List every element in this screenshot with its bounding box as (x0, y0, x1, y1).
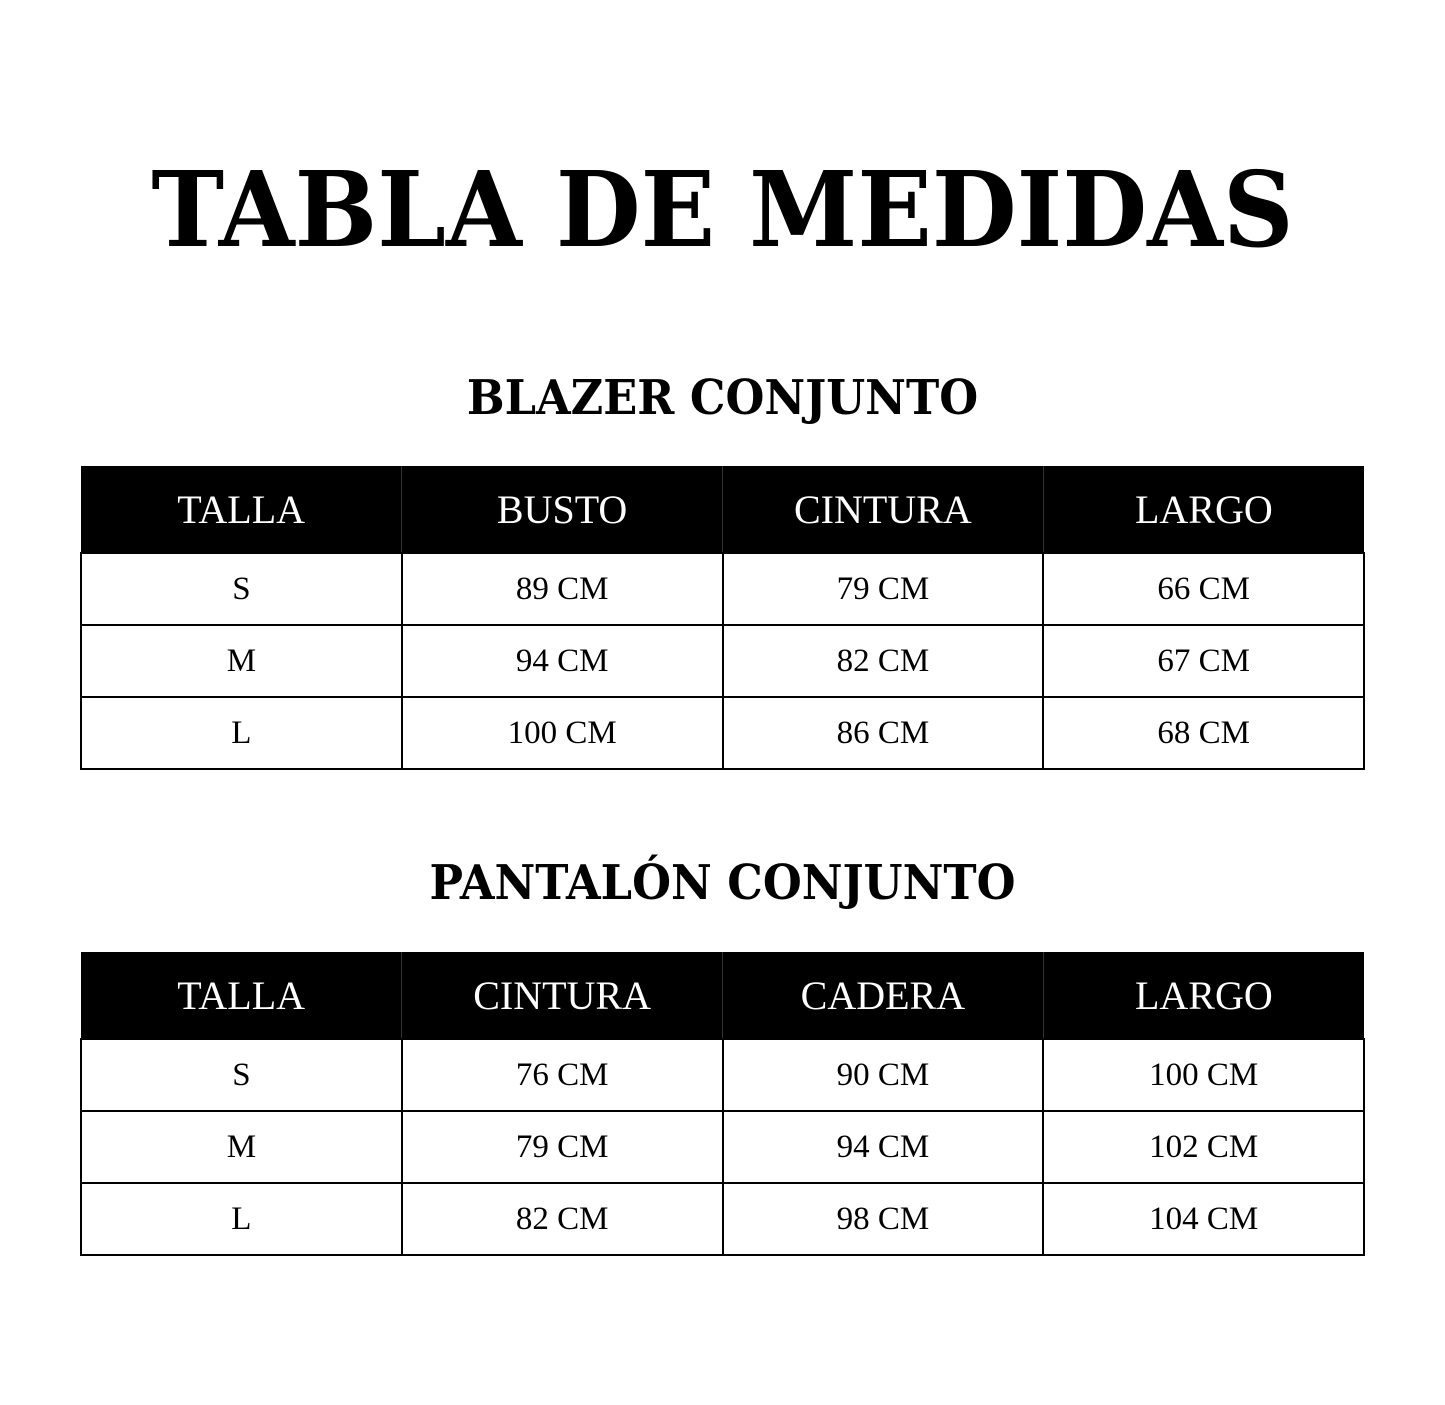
table-row (81, 697, 1364, 769)
table-header-row (81, 952, 1364, 1039)
table-header-row (81, 466, 1364, 553)
table-cell: 82 CM (402, 1183, 723, 1255)
table-cell: 82 CM (723, 625, 1044, 697)
table-cell: 98 CM (723, 1183, 1044, 1255)
table-cell: S (81, 1039, 402, 1111)
blazer-size-table (80, 466, 1365, 770)
pantalon-size-table (80, 952, 1365, 1256)
pantalon-section-title: PANTALÓN CONJUNTO (429, 855, 1016, 911)
table-cell: 94 CM (723, 1111, 1044, 1183)
table-cell: 66 CM (1043, 553, 1364, 625)
column-header-cintura: CINTURA (723, 466, 1044, 553)
table-row (81, 625, 1364, 697)
table-cell: 90 CM (723, 1039, 1044, 1111)
blazer-section-title: BLAZER CONJUNTO (466, 370, 979, 426)
table-cell: 102 CM (1043, 1111, 1364, 1183)
column-header-cadera: CADERA (723, 952, 1044, 1039)
table-cell: M (81, 1111, 402, 1183)
table-cell: S (81, 553, 402, 625)
page-title: TABLA DE MEDIDAS (151, 148, 1294, 271)
table-row (81, 1039, 1364, 1111)
column-header-largo: LARGO (1043, 952, 1364, 1039)
table-cell: L (81, 697, 402, 769)
table-cell: 100 CM (402, 697, 723, 769)
table-cell: L (81, 1183, 402, 1255)
table-cell: 104 CM (1043, 1183, 1364, 1255)
table-cell: 89 CM (402, 553, 723, 625)
table-cell: 100 CM (1043, 1039, 1364, 1111)
column-header-busto: BUSTO (402, 466, 723, 553)
column-header-talla: TALLA (81, 952, 402, 1039)
table-cell: 79 CM (723, 553, 1044, 625)
table-row (81, 1111, 1364, 1183)
table-cell: M (81, 625, 402, 697)
table-cell: 67 CM (1043, 625, 1364, 697)
table-cell: 79 CM (402, 1111, 723, 1183)
table-row (81, 553, 1364, 625)
table-cell: 76 CM (402, 1039, 723, 1111)
table-cell: 68 CM (1043, 697, 1364, 769)
column-header-talla: TALLA (81, 466, 402, 553)
table-row (81, 1183, 1364, 1255)
table-cell: 86 CM (723, 697, 1044, 769)
table-cell: 94 CM (402, 625, 723, 697)
column-header-largo: LARGO (1043, 466, 1364, 553)
column-header-cintura: CINTURA (402, 952, 723, 1039)
